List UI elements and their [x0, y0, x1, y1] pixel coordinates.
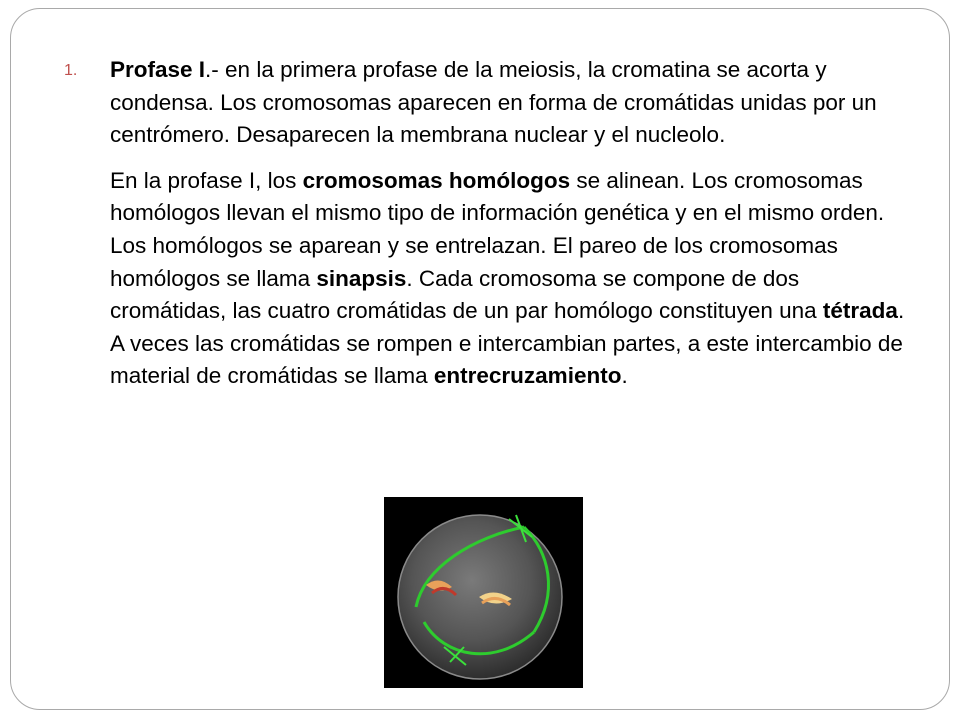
cell-prophase-image [384, 497, 583, 688]
text-segment: En la profase I, los [110, 167, 303, 193]
cell-prophase-illustration-icon [384, 497, 583, 688]
prophase-description: .- en la primera profase de la meiosis, la cromatina se acorta y condensa. Los cromosomas aparecen en forma de cromátidas unidas por un centrómero. Desaparecen la membrana nuclear y el nucleolo. [110, 57, 877, 148]
term-tetrad: tétrada [822, 298, 898, 324]
text-segment: . A veces las cromátidas se rompen e intercambian partes, a este intercambio de material de cromátidas se llama [110, 298, 905, 389]
term-synapsis: sinapsis [316, 265, 407, 291]
text-segment: se alinean. Los cromosomas homólogos llevan el mismo tipo de información genética y en el mismo orden. Los homólogos se aparean y se entrelazan. El pareo de los cromosomas homólogos se llama [110, 167, 885, 291]
text-segment: . [621, 363, 628, 389]
prophase-title: Profase I [110, 57, 206, 82]
homologous-paragraph [110, 165, 910, 393]
text-segment: . Cada cromosoma se compone de dos cromátidas, las cuatro cromátidas de un par homólogo constituyen una [110, 265, 823, 324]
term-crossing-over: entrecruzamiento [433, 363, 622, 389]
list-number: 1. [64, 62, 78, 79]
slide-content [64, 54, 910, 406]
term-homologous-chromosomes: cromosomas homólogos [302, 167, 571, 193]
list-item-prophase [64, 54, 910, 152]
